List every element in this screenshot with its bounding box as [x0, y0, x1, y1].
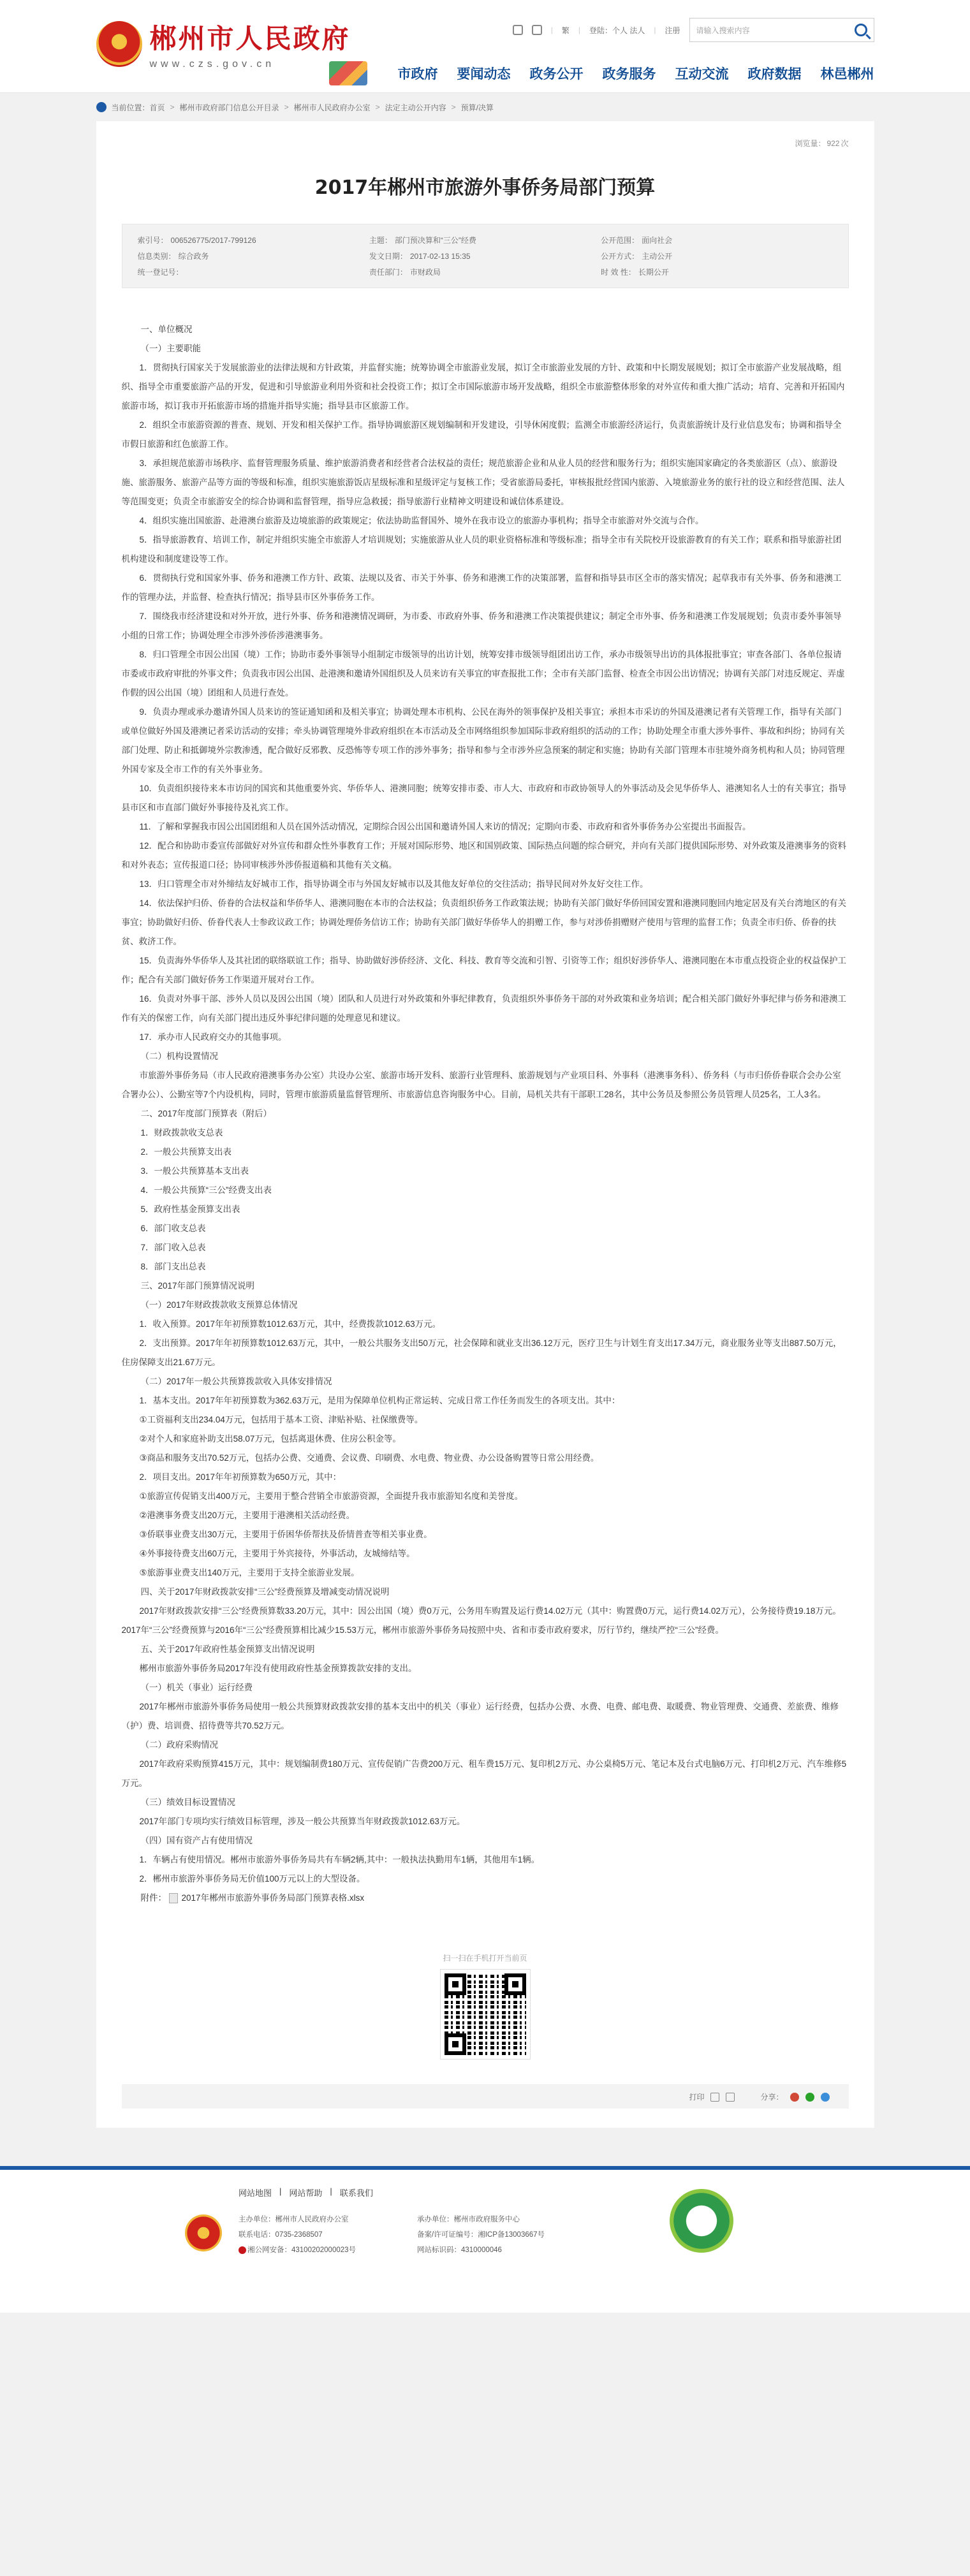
nav-brand-icon — [329, 61, 367, 85]
body-paragraph: 2017年郴州市旅游外事侨务局使用一般公共预算财政拨款安排的基本支出中的机关（事业）运行经费，包括办公费、水费、电费、邮电费、取暖费、物业管理费、交通费、差旅费、维修（护）费、培训费、招待费等共70.52万元。 — [121, 1702, 839, 1731]
article-title: 2017年郴州市旅游外事侨务局部门预算 — [314, 177, 656, 199]
body-paragraph: ③商品和服务支出70.52万元，包括办公费、交通费、会议费、印刷费、水电费、物业费、办公设备购置等日常公用经费。 — [139, 1453, 599, 1463]
meta-key: 主题： — [369, 236, 392, 245]
print-button[interactable]: 打印 — [689, 2093, 705, 2102]
section-heading: （四）国有资产占有使用情况 — [140, 1836, 253, 1845]
section-heading: 3．一般公共预算基本支出表 — [140, 1166, 249, 1176]
body-paragraph: 15．负责海外华侨华人及其社团的联络联谊工作；指导、协助做好涉侨经济、文化、科技、教育等交流和引智、引资等工作；组织好涉侨华人、港澳同胞在本市重点投资企业的权益保护工作；配合有关部门做好侨务工作渠道开展对台工作。 — [121, 956, 847, 984]
meta-value: 部门预决算和“三公”经费 — [394, 236, 476, 245]
site-footer — [0, 2166, 970, 2313]
register-link[interactable]: 注册 — [665, 26, 680, 35]
body-paragraph: 1．收入预算。2017年年初预算数1012.63万元，其中，经费拨款1012.63万元。 — [139, 1319, 441, 1329]
mobile-icon[interactable] — [532, 25, 542, 35]
meta-key: 公开方式： — [601, 252, 640, 261]
section-heading: 三、2017年部门预算情况说明 — [140, 1281, 255, 1291]
nav-item-open-affairs[interactable]: 政务公开 — [529, 67, 584, 82]
body-paragraph: ②对个人和家庭补助支出58.07万元，包括离退休费、住房公积金等。 — [139, 1434, 401, 1444]
site-title: 郴州市人民政府 — [149, 23, 351, 54]
login-legal-link[interactable]: 法人 — [629, 26, 645, 35]
view-count: 浏览量： 922 次 — [795, 139, 849, 148]
site-url: www.czs.gov.cn — [149, 59, 276, 70]
meta-value: 主动公开 — [642, 252, 673, 261]
section-heading: （一）2017年财政拨款收支预算总体情况 — [140, 1300, 298, 1310]
meta-field — [138, 235, 369, 245]
body-paragraph: 2017年部门专项均实行绩效目标管理，涉及一般公共预算当年财政拨款1012.63万元。 — [139, 1817, 466, 1826]
body-paragraph: 11．了解和掌握我市因公出国团组和人员在国外活动情况，定期综合因公出国和邀请外国人来访的情况；定期向市委、市政府和省外事侨务办公室提出书面报告。 — [139, 822, 751, 831]
section-heading: 8．部门支出总表 — [140, 1262, 206, 1271]
site-logo[interactable] — [96, 18, 351, 70]
meta-field — [369, 267, 601, 277]
section-heading: 6．部门收支总表 — [140, 1224, 206, 1233]
excel-file-icon — [169, 1893, 178, 1903]
section-heading: （三）绩效目标设置情况 — [140, 1797, 235, 1807]
footer-host: 主办单位：郴州市人民政府办公室 — [239, 2216, 349, 2223]
wechat-icon[interactable] — [805, 2093, 814, 2102]
site-header — [0, 0, 970, 93]
meta-field — [138, 251, 369, 261]
nav-item-services[interactable]: 政务服务 — [602, 67, 656, 82]
breadcrumb-home[interactable]: 首页 — [149, 103, 165, 112]
section-heading: 1．财政拨款收支总表 — [140, 1128, 223, 1138]
body-paragraph: 3．承担规范旅游市场秩序、监督管理服务质量、维护旅游消费者和经营者合法权益的责任；规范旅游企业和从业人员的经营和服务行为；组织实施国家确定的各类旅游区（点）、旅游设施、旅游服务、旅游产品等方面的等级和标准，组织实施旅游饭店星级标准和星级评定与复核工作；受省旅游局委托，审核报批经营国内旅游、入境旅游业务的旅行社的设立和经营范围、法人等范围变更；负责全市旅游安全的综合协调和监督管理，指导应急救援；指导旅游行业精神文明建设和诚信体系建设。 — [121, 458, 845, 506]
qr-code — [441, 1970, 530, 2059]
section-heading: 2．一般公共预算支出表 — [140, 1147, 232, 1157]
section-heading: 4．一般公共预算“三公”经费支出表 — [140, 1185, 272, 1195]
login-label: 登陆： — [589, 26, 612, 35]
gov-site-error-check-icon[interactable] — [670, 2189, 733, 2253]
location-icon — [96, 102, 107, 112]
meta-key: 公开范围： — [601, 236, 640, 245]
section-heading: 四、关于2017年财政拨款安排“三公”经费预算及增减变动情况说明 — [140, 1587, 390, 1597]
body-paragraph: 8．归口管理全市因公出国（境）工作；协助市委外事领导小组制定市级领导的出访计划，统筹安排市级领导组团出访工作，承办市级领导出访的具体报批事宜；审查各部门、各单位报请市委或市政府审批的外事文件；负责我市因公出国、赴港澳和邀请外国组织及人员来访有关事宜的审查报批工作；全市有关部门监督、检查全市因公出访情况；协调有关部门对违反规定、弄虚作假的因公出国（境）团组和人员进行查处。 — [121, 650, 845, 698]
section-heading: 一、单位概况 — [140, 325, 193, 334]
body-paragraph: ⑤旅游事业费支出140万元，主要用于支持全旅游业发展。 — [139, 1568, 360, 1577]
meta-field — [601, 235, 832, 245]
meta-value: 长期公开 — [638, 268, 669, 277]
section-heading: 5．政府性基金预算支出表 — [140, 1204, 240, 1214]
meta-key: 信息类别： — [137, 252, 176, 261]
nav-item-government[interactable]: 市政府 — [397, 67, 438, 82]
traditional-chinese-link[interactable]: 繁 — [561, 26, 570, 35]
body-paragraph: ②港澳事务费支出20万元，主要用于港澳相关活动经费。 — [139, 1511, 355, 1520]
top-links: | 繁 | 登陆：个人 法人 | 注册 请输入搜索内容 — [513, 18, 874, 42]
body-paragraph: 2017年政府采购预算415万元，其中：规划编制费180万元、宣传促销广告费200万元、租车费15万元、复印机2万元、办公桌椅5万元、笔记本及台式电脑6万元、打印机2万元、汽车维修5万元。 — [121, 1759, 847, 1788]
body-paragraph: 2．支出预算。2017年年初预算数1012.63万元，其中，一般公共服务支出50万元，社会保障和就业支出36.12万元，医疗卫生与计划生育支出17.34万元，商业服务业等支出887.50万元，住房保障支出21.67万元。 — [121, 1338, 842, 1367]
meta-field — [369, 251, 601, 261]
login-personal-link[interactable]: 个人 — [612, 26, 628, 35]
breadcrumb-item[interactable]: 法定主动公开内容 — [385, 103, 446, 112]
nav-item-news[interactable]: 要闻动态 — [457, 67, 511, 82]
meta-value: 面向社会 — [642, 236, 673, 245]
share-label: 分享： — [760, 2093, 784, 2102]
qzone-icon[interactable] — [821, 2093, 830, 2102]
breadcrumb-item[interactable]: 郴州市人民政府办公室 — [293, 103, 371, 112]
weibo-icon[interactable] — [790, 2093, 799, 2102]
meta-field — [369, 235, 601, 245]
footer-phone: 联系电话：0735-2368507 — [239, 2231, 323, 2239]
qr-caption: 扫一扫在手机打开当前页 — [443, 1954, 527, 1963]
search-placeholder: 请输入搜索内容 — [696, 26, 750, 35]
body-paragraph: 14．依法保护归侨、侨眷的合法权益和华侨华人、港澳同胞在本市的合法权益；负责组织侨务工作政策法规；协助有关部门做好华侨回国安置和港澳同胞回内地定居及有关台湾地区的有关事宜；协助做好归侨、侨眷代表人士参政议政工作；协调处理侨务信访工作；协助有关部门做好华侨华人的捐赠工作，参与对涉侨捐赠财产使用与管理的监督工作；负责全市归侨、侨眷的扶贫、救济工作。 — [121, 898, 847, 946]
attachment-label: 附件： — [140, 1893, 166, 1903]
body-paragraph: 市旅游外事侨务局（市人民政府港澳事务办公室）共设办公室、旅游市场开发科、旅游行业管理科、旅游规划与产业项目科、外事科（港澳事务科）、侨务科（与市归侨侨眷联合会办公室合署办公）、公勤室等7个内设机构，同时，管理市旅游质量监督管理所、市旅游信息咨询服务中心。目前，局机关共有干部职工28名，其中公务员及参照公务员管理人员25名，工人3名。 — [121, 1071, 841, 1099]
print-icon[interactable] — [710, 2093, 719, 2102]
body-paragraph: 1．贯彻执行国家关于发展旅游业的法律法规和方针政策，并监督实施；统筹协调全市旅游业发展，拟订全市旅游业发展的方针、政策和中长期发展规划；拟订全市旅游产业发展战略，组织、指导全市重要旅游产品的开发，促进和引导旅游业利用外资和社会投资工作；拟订全市国际旅游市场开发战略，组织全市旅游整体形象的对外宣传和重大推广活动；培育、完善和开拓国内旅游市场，拟订我市开拓旅游市场的措施并指导实施；指导县市区旅游工作。 — [121, 363, 845, 411]
section-heading: （一）机关（事业）运行经费 — [140, 1683, 253, 1692]
section-heading: 7．部门收入总表 — [140, 1243, 206, 1252]
accessibility-icon[interactable] — [513, 25, 523, 35]
meta-value: 2017-02-13 15:35 — [409, 252, 471, 261]
meta-key: 责任部门： — [369, 268, 408, 277]
body-paragraph: 16．负责对外事干部、涉外人员以及因公出国（境）团队和人员进行对外政策和外事纪律教育，负责组织外事侨务干部的对外政策和业务培训；配合相关部门做好外事纪律与侨务和港澳工作有关的保密工作，向有关部门提出违反外事纪律问题的处理意见和建议。 — [121, 994, 847, 1023]
footer-police[interactable]: 湘公网安备：43100202000023号 — [239, 2244, 417, 2257]
meta-value: 综合政务 — [178, 252, 209, 261]
body-paragraph: 1．车辆占有使用情况。郴州市旅游外事侨务局共有车辆2辆,其中：一般执法执勤用车1辆，其他用车1辆。 — [139, 1855, 540, 1864]
meta-key: 发文日期： — [369, 252, 408, 261]
body-paragraph: 2017年财政拨款安排“三公”经费预算数33.20万元，其中：因公出国（境）费0万元，公务用车购置及运行费14.02万元（其中：购置费0万元，运行费14.02万元），公务接待费19.18万元。2017年“三公”经费预算与2016年“三公”经费预算相比减少15.53万元，郴州市旅游外事侨务局按照中央、省和市委市政府要求，厉行节约，继续严控“三公”经费。 — [121, 1606, 841, 1635]
main-nav — [329, 61, 874, 85]
body-paragraph: 17．承办市人民政府交办的其他事项。 — [139, 1032, 287, 1042]
body-paragraph: 13．归口管理全市对外缔结友好城市工作，指导协调全市与外国友好城市以及其他友好单位的交往活动；指导民间对外友好交往工作。 — [139, 879, 649, 889]
qr-block — [122, 1952, 849, 2059]
attachment-link[interactable]: 2017年郴州市旅游外事侨务局部门预算表格.xlsx — [181, 1893, 365, 1903]
police-badge-icon — [239, 2246, 246, 2254]
footer-links: 网站地图 | 网站帮助 | 联系我们 — [239, 2186, 373, 2198]
national-emblem-icon — [96, 21, 142, 67]
body-paragraph: 2．组织全市旅游资源的普查、规划、开发和相关保护工作。指导协调旅游区规划编制和开发建设，引导休闲度假；监测全市旅游经济运行，负责旅游统计及行业信息发布；协调和指导全市假日旅游和红色旅游工作。 — [121, 420, 842, 449]
nav-item-data[interactable]: 政府数据 — [747, 67, 802, 82]
footer-icp[interactable]: 备案/许可证编号：湘ICP备13003667号 — [417, 2231, 545, 2239]
body-paragraph: 5．指导旅游教育、培训工作，制定并组织实施全市旅游人才培训规划；实施旅游从业人员的职业资格标准和等级标准；指导全市有关院校开设旅游教育的有关工作；联系和指导旅游社团机构建设和制度建设等工作。 — [121, 535, 842, 564]
body-paragraph: 1．基本支出。2017年年初预算数为362.63万元，是用为保障单位机构正常运转、完成日常工作任务而发生的各项支出。其中： — [139, 1396, 621, 1405]
body-paragraph: 9．负责办理或承办邀请外国人员来访的签证通知函和及相关事宜；协调处理本市机构、公民在海外的领事保护及相关事宜；承担本市采访的外国及港澳记者有关管理工作，指导有关部门或单位做好外国及港澳记者采访活动的安排；牵头协调管理境外非政府组织在本市活动及全市网络组织参加国际非政府组织的活动的工作；协助处理全市重大涉外事件、事故和纠纷；协同有关部门处理、防止和抵御境外宗教渗透，配合做好反邪教、反恐怖等专项工作的涉外事务；指导和参与全市涉外应急预案的制定和实施；协助有关部门管理本市驻境外商务机构和人员；协同管理外国专家及全市工作的有关外事业务。 — [121, 707, 845, 774]
body-paragraph: 6．贯彻执行党和国家外事、侨务和港澳工作方针、政策、法规以及省、市关于外事、侨务和港澳工作的决策部署，监督和指导县市区全市的落实情况；起草我市有关外事、侨务和港澳工作的管理办法，并监督、检查执行情况；指导县市区外事侨务工作。 — [121, 573, 842, 602]
article-body — [122, 320, 849, 1889]
attachment — [122, 1889, 849, 1908]
footer-link-sitemap[interactable]: 网站地图 — [239, 2188, 272, 2198]
body-paragraph: 2．项目支出。2017年年初预算数为650万元，其中： — [139, 1472, 342, 1482]
view-count-value: 922 — [827, 139, 840, 148]
meta-field — [601, 267, 832, 277]
party-gov-emblem-icon[interactable] — [185, 2214, 222, 2251]
footer-info — [239, 2213, 608, 2257]
breadcrumb: 当前位置： 首页 > 郴州市政府部门信息公开目录 > 郴州市人民政府办公室 > 法定主动公开内容 > 预算/决算 — [96, 93, 874, 121]
meta-key: 索引号： — [137, 236, 168, 245]
body-paragraph: ③侨联事业费支出30万元，主要用于侨困华侨帮扶及侨情普查等相关事业费。 — [139, 1530, 432, 1539]
meta-value: 市财政局 — [409, 268, 441, 277]
footer-link-help[interactable]: 网站帮助 — [289, 2188, 323, 2198]
body-paragraph: 4．组织实施出国旅游、赴港澳台旅游及边境旅游的政策规定；依法协助监督国外、境外在我市设立的旅游办事机构；指导全市旅游对外交流与合作。 — [139, 516, 704, 525]
body-paragraph: ①旅游宣传促销支出400万元，主要用于整合营销全市旅游资源，全面提升我市旅游知名度和美誉度。 — [139, 1491, 524, 1501]
body-paragraph: ①工资福利支出234.04万元，包括用于基本工资、津贴补贴、社保缴费等。 — [139, 1415, 423, 1424]
article-tools — [122, 2084, 849, 2109]
section-heading: （二）机构设置情况 — [140, 1051, 218, 1061]
breadcrumb-prefix: 当前位置： — [111, 103, 150, 112]
meta-value: 006526775/2017-799126 — [170, 236, 256, 245]
breadcrumb-item[interactable]: 郴州市政府部门信息公开目录 — [179, 103, 279, 112]
meta-field — [138, 267, 369, 277]
article-meta — [122, 224, 849, 288]
meta-key: 统一登记号： — [137, 268, 184, 277]
section-heading: （二）2017年一般公共预算拨款收入具体安排情况 — [140, 1377, 332, 1386]
body-paragraph: 郴州市旅游外事侨务局2017年没有使用政府性基金预算拨款安排的支出。 — [139, 1664, 417, 1673]
meta-key: 时 效 性： — [601, 268, 636, 277]
meta-field — [601, 251, 832, 261]
close-icon[interactable] — [726, 2093, 735, 2102]
body-paragraph: ④外事接待费支出60万元，主要用于外宾接待，外事活动，友城缔结等。 — [139, 1549, 415, 1558]
body-paragraph: 10．负责组织接待来本市访问的国宾和其他重要外宾、华侨华人、港澳同胞；统筹安排市委、市人大、市政府和市政协领导人的外事活动及会见华侨华人、港澳知名人士的有关事宜；指导县市区和市直部门做好外事接待及礼宾工作。 — [121, 784, 847, 812]
footer-link-contact[interactable]: 联系我们 — [339, 2188, 373, 2198]
section-heading: 二、2017年度部门预算表（附后） — [140, 1109, 272, 1118]
section-heading: 五、关于2017年政府性基金预算支出情况说明 — [140, 1644, 315, 1654]
nav-item-linyi[interactable]: 林邑郴州 — [820, 67, 874, 82]
search-icon[interactable] — [855, 24, 867, 36]
nav-item-interaction[interactable]: 互动交流 — [675, 67, 729, 82]
body-paragraph: 7．围绕我市经济建设和对外开放，进行外事、侨务和港澳情况调研，为市委、市政府外事、侨务和港澳工作决策提供建议；制定全市外事、侨务和港澳工作发展规划；负责市委外事领导小组的日常工作；协调处理全市涉外涉侨涉港澳事务。 — [121, 611, 842, 640]
search-input[interactable] — [689, 18, 874, 42]
body-paragraph: 12．配合和协助市委宣传部做好对外宣传和群众性外事教育工作；开展对国际形势、地区和国别政策、国际热点问题的综合研究，并向有关部门提供国际形势、对外政策及港澳事务的资料和对外表态；宣传报道口径；协同审核涉外涉侨报道稿和其他有关文稿。 — [121, 841, 847, 870]
section-heading: （二）政府采购情况 — [140, 1740, 218, 1750]
article-container — [96, 121, 874, 2128]
breadcrumb-item[interactable]: 预算/决算 — [460, 103, 494, 112]
section-heading: （一）主要职能 — [140, 344, 201, 353]
footer-site-id: 网站标识码：4310000046 — [417, 2246, 502, 2254]
body-paragraph: 2．郴州市旅游外事侨务局无价值100万元以上的大型设备。 — [139, 1874, 365, 1884]
footer-organizer: 承办单位：郴州市政府服务中心 — [417, 2216, 520, 2223]
